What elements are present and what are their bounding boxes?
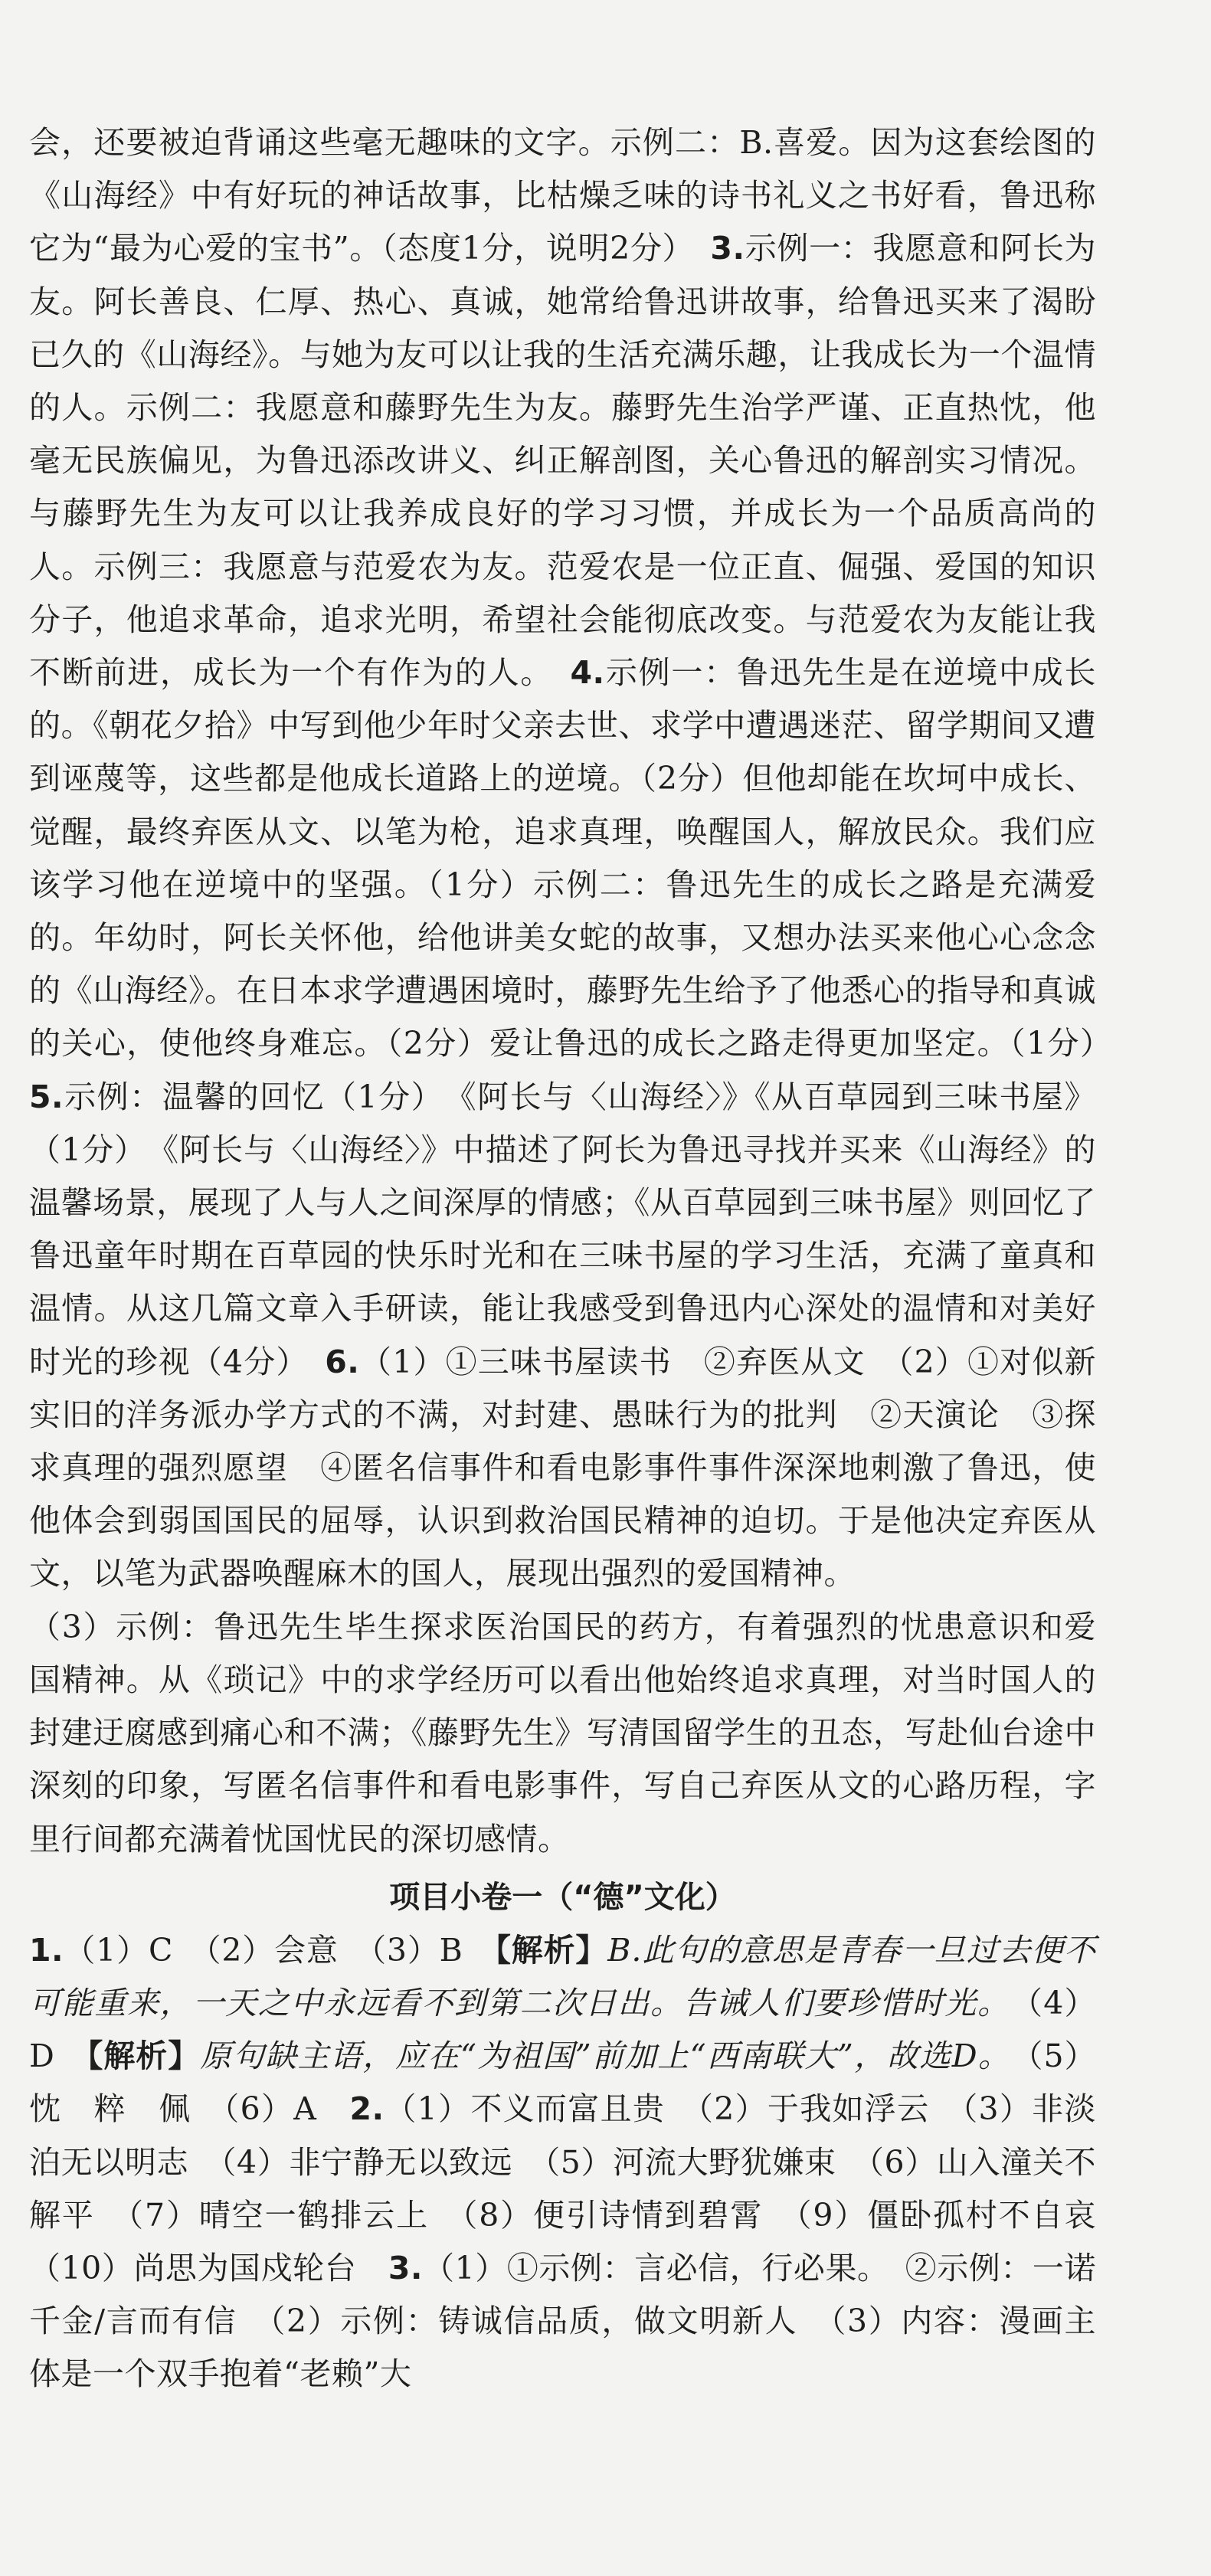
answer-text-q5: 示例：温馨的回忆（1分） 《阿长与〈山海经〉》《从百草园到三味书屋》（1分） 《阿长与〈山海经〉》中描述了阿长为鲁迅寻找并买来《山海经》的温馨场景，展现了人与人之间深厚的情感；《从百草园到三味书屋》则回忆了鲁迅童年时期在百草园的快乐时光和在三味书屋的学习生活，充满了童真和温情。从这几篇文章入手研读，能让我感受到鲁迅内心深处的温情和对美好时光的珍视（4分） (29, 1078, 1096, 1380)
question-number-5: 5. (29, 1078, 64, 1115)
analysis-tag: 【解析】 (87, 2038, 201, 2075)
section-answer-1a: （1）C （2）会意 （3）B (64, 1931, 496, 1969)
answer-text-q3: 示例一：我愿意和阿长为友。阿长善良、仁厚、热心、真诚，她常给鲁迅讲故事，给鲁迅买来了渴盼已久的《山海经》。与她为友可以让我的生活充满乐趣，让我成长为一个温情的人。示例二：我愿意和藤野先生为友。藤野先生治学严谨、正直热忱，他毫无民族偏见，为鲁迅添改讲义、纠正解剖图，关心鲁迅的解剖实习情况。与藤野先生为友可以让我养成良好的学习习惯，并成长为一个品质高尚的人。示例三：我愿意与范爱农为友。范爱农是一位正直、倔强、爱国的知识分子，他追求革命，追求光明，希望社会能彻底改变。与范爱农为友能让我不断前进，成长为一个有作为的人。 (29, 230, 1097, 692)
analysis-text-1: B.此句的意思是青春一旦过去便不可能重来，一天之中永远看不到第二次日出。告诫人们要珍惜时光。 (29, 1931, 1096, 2021)
question-number-6: 6. (325, 1343, 360, 1380)
answer-text-q6-3: （3）示例：鲁迅先生毕生探求医治国民的药方，有着强烈的忧患意识和爱国精神。从《琐记》中的求学经历可以看出他始终追求真理，对当时国人的封建迂腐感到痛心和不满；《藤野先生》写清国留学生的丑态，写赴仙台途中深刻的印象，写匿名信事件和看电影事件，写自己弃医从文的心路历程，字里行间都充满着忧国忧民的深切感情。 (29, 1608, 1096, 1858)
section-title: 项目小卷一（“德”文化） (389, 1879, 736, 1915)
section-answer-1c: （4）D (29, 1984, 1096, 2075)
section-answer-2: （1）不义而富且贵 （2）于我如浮云 （3）非淡泊无以明志 （4）非宁静无以致远 （5）河流大野犹嫌束 （6）山入潼关不解平 （7）晴空一鹤排云上 （8）便引诗情到碧霄 （9）僵卧孤村不自哀 （10）尚思为国戍轮台 (29, 2090, 1128, 2286)
section-answer-1e: （5）忱 粹 佩 （6）A (29, 2038, 1097, 2128)
answer-text-q4: 示例一：鲁迅先生是在逆境中成长的。《朝花夕拾》中写到他少年时父亲去世、求学中遭遇迷茫、留学期间又遭到诬蔑等，这些都是他成长道路上的逆境。（2分）但他却能在坎坷中成长、觉醒，最终弃医从文、以笔为枪，追求真理，唤醒国人，解放民众。我们应该学习他在逆境中的坚强。（1分）示例二：鲁迅先生的成长之路是充满爱的。年幼时，阿长关怀他，给他讲美女蛇的故事，又想办法买来他心心念念的《山海经》。在日本求学遭遇困境时，藤野先生给予了他悉心的指导和真诚的关心，使他终身难忘。（2分）爱让鲁迅的成长之路走得更加坚定。（1分） (29, 654, 1097, 1062)
answer-text-q6: （1）①三味书屋读书 ②弃医从文 （2）①对似新实旧的洋务派办学方式的不满，对封建、愚昧行为的批判 ②天演论 ③探求真理的强烈愿望 ④匿名信事件和看电影事件事件深深地刺激了鲁迅，使他体会到弱国国民的屈辱，认识到救治国民精神的迫切。于是他决定弃医从文，以笔为武器唤醒麻木的国人，展现出强烈的爱国精神。 (29, 1343, 1096, 1592)
question-number-4: 4. (570, 654, 605, 692)
analysis-tag: 【解析】 (495, 1931, 608, 1969)
answer-text-q2-end: 会，还要被迫背诵这些毫无趣味的文字。示例二：B.喜爱。因为这套绘图的《山海经》中有好玩的神话故事，比枯燥乏味的诗书礼义之书好看，鲁迅称它为“最为心爱的宝书”。（态度1分，说明2分） (29, 124, 1096, 267)
section-question-number-1: 1. (29, 1931, 64, 1969)
paragraph-section-answers (29, 1924, 1128, 2401)
question-number-3: 3. (710, 230, 745, 267)
paragraph-answers-q2-q6 (29, 116, 1096, 1601)
analysis-text-2: 原句缺主语，应在“为祖国”前加上“西南联大”，故选D。 (200, 2038, 996, 2075)
section-question-number-3: 3. (388, 2249, 423, 2286)
paragraph-answer-q6-3 (29, 1601, 1096, 1866)
section-answer-3: （1）①示例：言必信，行必果。 ②示例：一诺千金/言而有信 （2）示例：铸诚信品质，做文明新人 （3）内容：漫画主体是一个双手抱着“老赖”大 (29, 2249, 1096, 2393)
section-question-number-2: 2. (349, 2090, 385, 2128)
